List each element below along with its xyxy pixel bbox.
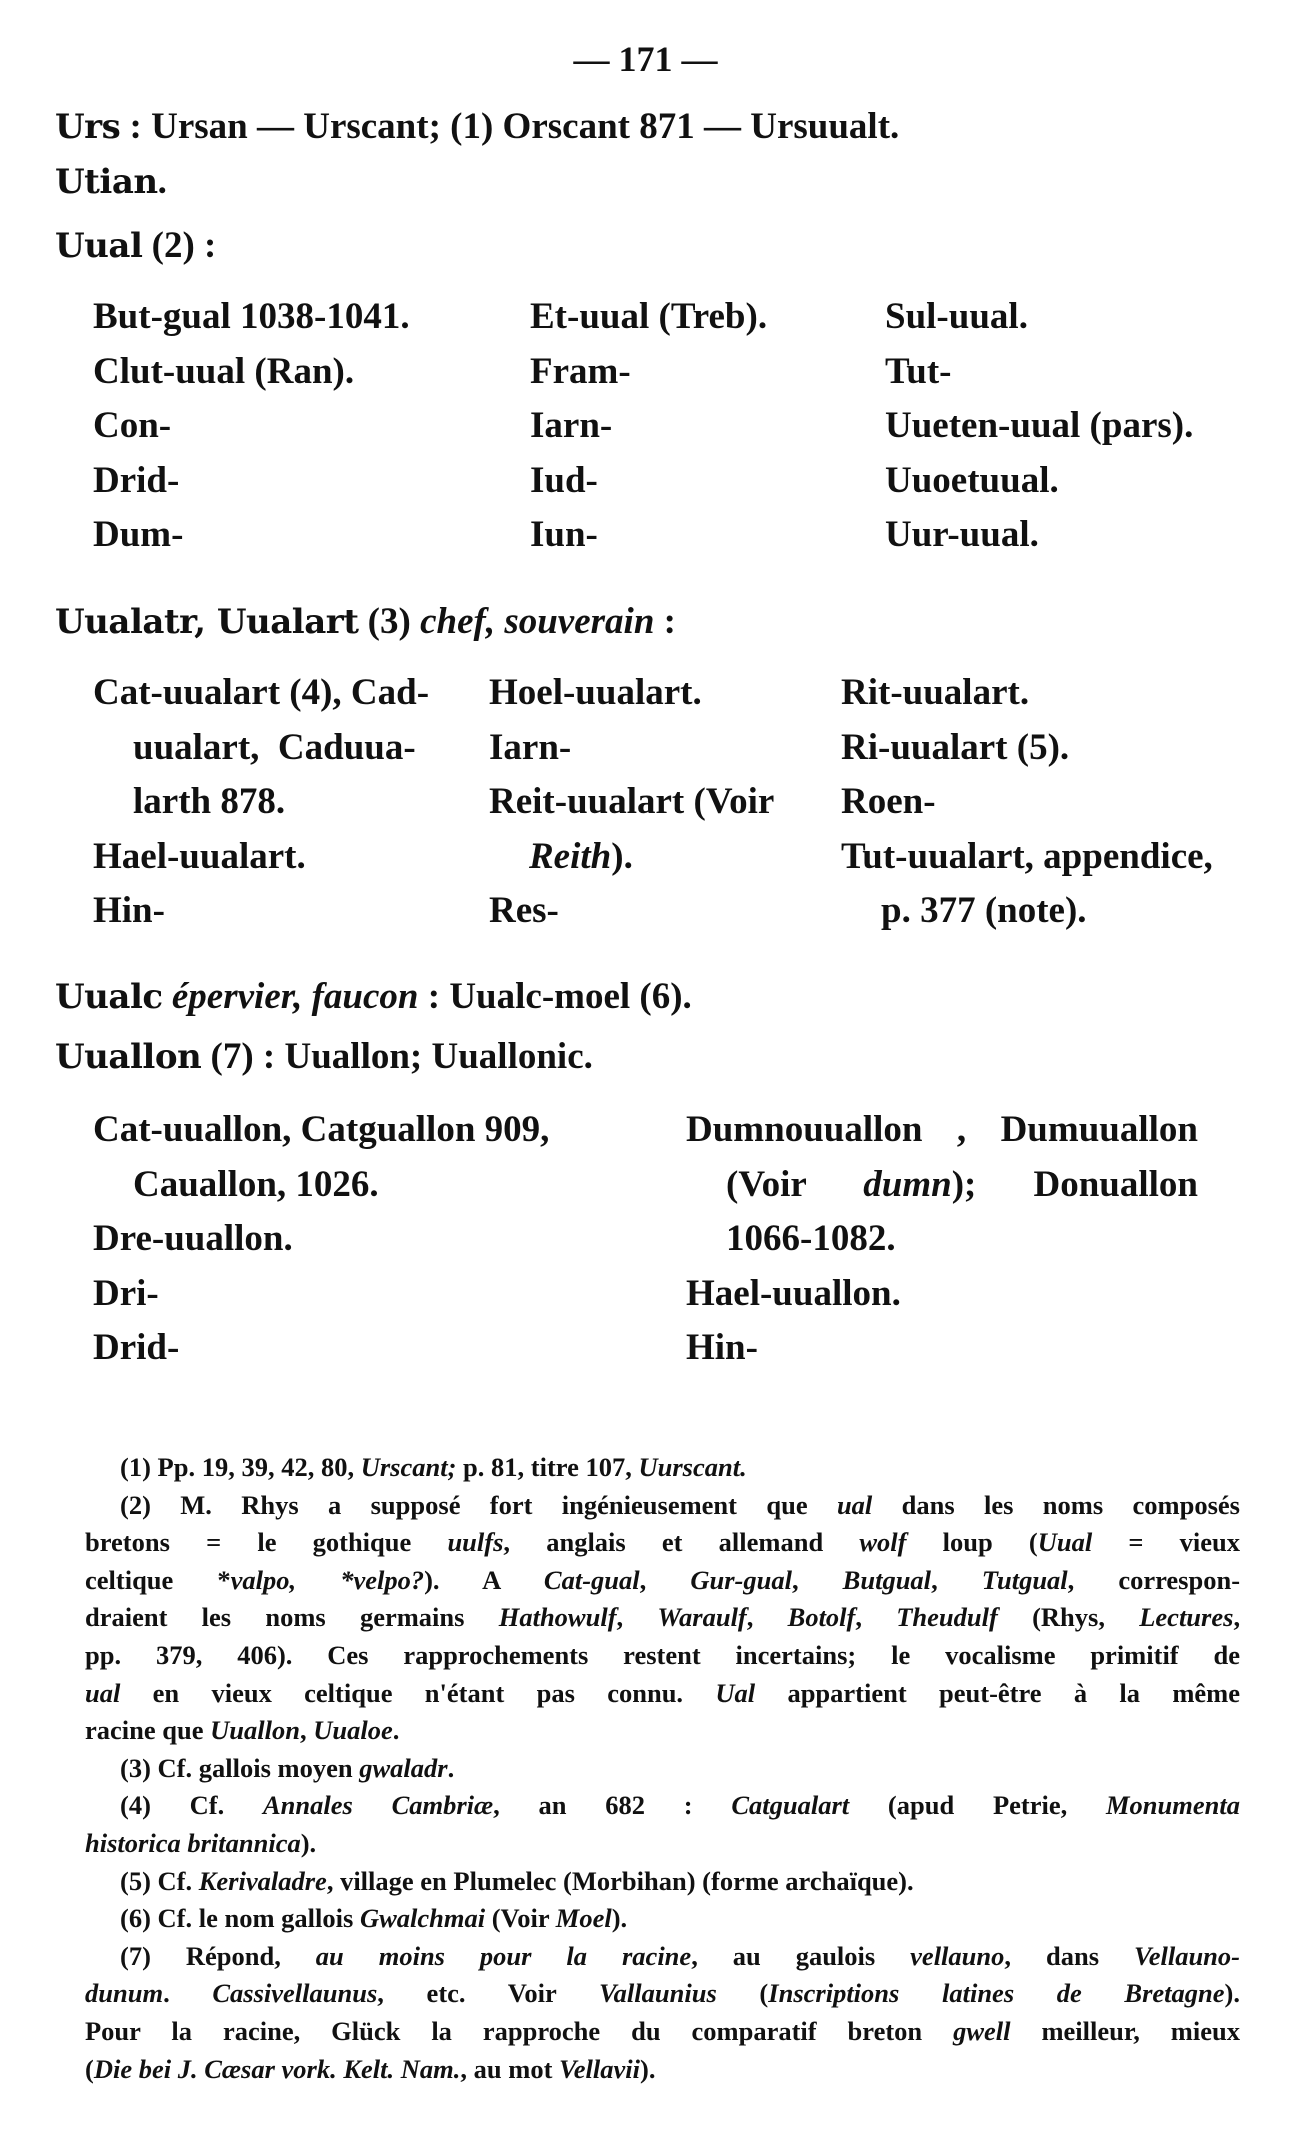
italic-text: dunum [85,1978,164,2009]
italic-text: Catgualart [731,1790,850,1821]
text-segment: (5) Cf. [120,1865,199,1896]
text-line [85,1487,1240,1525]
text-segment: Drid- [93,459,180,501]
text-line [530,508,767,563]
text-line [841,830,1213,885]
text-segment: Tut- [885,350,952,392]
text-segment: , [1233,1602,1241,1633]
italic-text: Butgual [842,1564,932,1595]
italic-text: Cassivellaunus [212,1978,378,2009]
italic-text: Theudulf [896,1602,998,1633]
text-segment: ( [716,1978,769,2009]
text-line [55,97,899,157]
text-line [489,884,774,939]
footnotes [85,1449,1240,2088]
text-line [85,2013,1240,2051]
text-segment: ( [85,2053,94,2084]
text-segment: (2) : [142,225,217,266]
text-segment: Reit-uualart (Voir [489,781,775,823]
text-segment: Uueten-uual (pars). [885,405,1194,447]
text-segment: , [746,1602,788,1633]
text-line [93,1321,549,1376]
text-segment: dans les noms composés [872,1489,1240,1520]
italic-text: Vellavii [559,2053,640,2084]
text-line [93,508,410,563]
text-segment: ). [1224,1978,1240,2009]
text-segment: : Uualc-moel (6). [418,976,692,1017]
italic-text: Tutgual [981,1564,1068,1595]
uuallon-compounds-col-2 [686,1103,1198,1376]
text-segment: (apud Petrie, [849,1790,1106,1821]
text-segment: ). [640,2053,656,2084]
text-segment: : [654,601,676,642]
text-segment: , anglais et allemand [503,1527,860,1558]
text-line [530,399,767,454]
text-line [686,1212,1198,1267]
text-segment: Hoel-uualart. [489,672,702,713]
italic-text: dumn [863,1163,952,1205]
text-segment: Rit-uualart. [841,672,1030,713]
text-line [841,775,1213,830]
text-line [489,666,774,721]
text-segment: . [157,161,167,202]
text-segment: . [447,1752,455,1783]
text-line [686,1321,1198,1376]
text-line [85,1562,1240,1600]
text-segment: , correspon- [1067,1564,1241,1595]
text-segment: . [163,1978,213,2009]
italic-text: Die bei J. Cæsar vork. Kelt. Nam. [93,2053,461,2084]
text-segment: bretons = le gothique [85,1527,448,1558]
text-segment: appartient peut-être à la même [755,1677,1240,1708]
text-line [530,290,767,345]
text-line [85,1675,1240,1713]
text-segment: 1066-1082. [726,1218,896,1260]
italic-text: Monumenta [1105,1790,1240,1821]
text-line [85,1524,1240,1562]
italic-text: Kerivaladre [198,1865,327,1896]
text-segment: (3) [358,601,421,642]
italic-text: Botolf [787,1602,856,1633]
text-segment: ); Donuallon [951,1163,1198,1205]
text-segment: Ri-uualart (5). [841,726,1070,768]
text-segment: , an 682 : [493,1790,732,1821]
italic-text: ual [836,1489,873,1520]
italic-text: Cat-gual [543,1564,640,1595]
text-line [93,399,410,454]
text-segment: But-gual 1038-1041. [93,296,410,337]
text-segment: Iarn- [489,726,572,768]
italic-text: vellauno [910,1940,1005,1971]
text-line [489,775,774,830]
text-line [686,1267,1198,1322]
text-segment: , au gaulois [691,1940,911,1971]
text-line [686,1158,1198,1213]
text-segment: ). [611,835,633,877]
italic-text: Reith [529,835,612,877]
text-line [489,830,774,885]
text-segment: : Ursan — Urscant; (1) Orscant 871 — Ursuualt. [120,106,900,147]
italic-text: Lectures [1139,1602,1234,1633]
uual-compounds-col-2 [530,290,767,563]
italic-text: Uurscant. [638,1452,747,1482]
italic-text: chef, souverain [420,601,655,642]
text-line [93,1212,549,1267]
text-line [885,399,1193,454]
italic-text: Uual [1037,1527,1093,1558]
text-segment: Iun- [530,514,598,556]
text-segment: , au mot [460,2053,560,2084]
entry-utian [55,152,167,212]
text-segment: loup ( [906,1527,1038,1558]
text-line [55,967,692,1027]
text-segment: ). A [424,1564,544,1595]
text-segment: Dumnouuallon , Dumuuallon [686,1109,1198,1150]
text-segment: Hael-uualart. [93,835,306,877]
text-segment: , [299,1715,314,1746]
text-line [55,592,676,652]
text-segment: , village en Plumelec (Morbihan) (forme archaïque). [326,1865,914,1896]
text-segment: Uur-uual. [885,514,1039,556]
italic-text: Urscant; [360,1452,457,1482]
text-segment: Pour la racine, Glück la rapproche du comparatif breton [85,2015,954,2046]
uual-compounds-col-3 [885,290,1193,563]
text-line [885,454,1193,509]
italic-text: Moel [555,1903,612,1934]
text-line [55,216,216,276]
text-line [93,884,429,939]
italic-text: uulfs [447,1527,504,1558]
text-segment: Uuoetuual. [885,459,1059,501]
text-segment: , [855,1602,897,1633]
text-segment: Fram- [530,350,631,392]
text-segment: Hin- [686,1327,758,1369]
italic-text: Vallaunius [598,1978,717,2009]
text-segment: (Rhys, [997,1602,1140,1633]
text-segment: (3) Cf. gallois moyen [120,1752,360,1783]
text-line [885,290,1193,345]
text-segment: (1) Pp. 19, 39, 42, 80, [120,1452,361,1482]
text-segment: meilleur, mieux [1010,2015,1240,2046]
text-segment: Sul-uual. [885,296,1028,337]
text-segment: draient les noms germains [85,1602,499,1633]
text-line [85,1938,1240,1976]
text-line [85,1787,1240,1825]
italic-text: wolf [859,1527,907,1558]
text-segment: uualart, Caduua- [133,726,416,768]
text-line [885,345,1193,400]
text-segment: en vieux celtique n'étant pas connu. [120,1677,716,1708]
text-segment: ). [300,1827,317,1858]
text-line [85,2051,1240,2089]
text-segment: Res- [489,890,559,932]
text-line [841,666,1213,721]
text-segment: Et-uual (Treb). [530,296,768,337]
text-line [85,1863,1240,1901]
text-line [93,666,429,721]
italic-text: épervier, faucon [171,976,419,1017]
text-line [85,1825,1240,1863]
text-segment: (2) M. Rhys a supposé fort ingénieusement que [120,1489,837,1520]
text-segment: pp. 379, 406). Ces rapprochements restent incertains; le vocalisme primitif de [85,1639,1240,1670]
text-segment: Hael-uuallon. [686,1272,901,1314]
text-segment: Drid- [93,1327,180,1369]
text-line [686,1103,1198,1158]
text-line [93,345,410,400]
uualart-compounds-col-1 [93,666,429,939]
text-segment [163,976,172,1017]
text-line [85,1712,1240,1750]
text-line [530,454,767,509]
entry-uual [55,216,216,276]
uuallon-compounds-col-1 [93,1103,549,1376]
text-segment: Iud- [530,459,598,501]
italic-text: Gur-gual [690,1564,792,1595]
text-line [93,454,410,509]
text-segment: , etc. Voir [377,1978,599,2009]
text-line [85,1900,1240,1938]
text-line [841,721,1213,776]
text-line [530,345,767,400]
headword: Uual [55,226,143,266]
text-segment: . [392,1715,400,1746]
text-segment: (Voir [485,1903,556,1934]
italic-text: Uualoe [313,1715,393,1746]
text-line [93,830,429,885]
text-line [841,884,1213,939]
text-segment: Tut-uualart, appendice, [841,835,1213,877]
text-line [885,508,1193,563]
headword: Urs [55,107,121,147]
text-segment: (7) : Uuallon; Uuallonic. [201,1036,593,1077]
text-segment: p. 81, titre 107, [456,1452,639,1482]
text-segment: Hin- [93,890,165,932]
uualart-compounds-col-3 [841,666,1213,939]
entry-uualc-uuallon [55,967,692,1087]
text-line [93,1103,549,1158]
text-line [93,721,429,776]
text-segment: , dans [1004,1940,1134,1971]
text-segment: Dum- [93,514,184,556]
text-segment: , [639,1564,691,1595]
text-segment: Dre-uuallon. [93,1218,293,1260]
italic-text: valpo, *velpo? [230,1564,425,1595]
text-segment: Cat-uuallon, Catguallon 909, [93,1109,550,1150]
headword: Uuallon [55,1037,202,1077]
italic-text: Uuallon [210,1715,300,1746]
text-segment: , [931,1564,982,1595]
italic-text: Waraulf [657,1602,747,1633]
text-line [93,1158,549,1213]
text-line [93,775,429,830]
italic-text: Annales Cambriæ [262,1790,494,1821]
italic-text: Ual [715,1677,756,1708]
italic-text: Inscriptions latines de Bretagne [768,1978,1225,2009]
uual-compounds-col-1 [93,290,410,563]
text-segment: larth 878. [133,781,286,823]
text-line [55,152,167,212]
italic-text: gwaladr [359,1752,448,1783]
text-segment: Con- [93,405,172,447]
italic-text: Vellauno- [1133,1940,1240,1971]
text-segment: (6) Cf. le nom gallois [120,1903,360,1934]
text-line [55,1027,692,1087]
text-segment: ). [611,1903,628,1934]
headword: Utian [55,162,158,202]
text-segment: Cauallon, 1026. [133,1163,379,1205]
text-line [85,1750,1240,1788]
text-line [85,1449,1240,1487]
italic-text: Gwalchmai [359,1903,486,1934]
text-segment: , [616,1602,658,1633]
text-segment: (7) Répond, [120,1940,316,1971]
italic-text: Hathowulf [498,1602,617,1633]
text-segment: Iarn- [530,405,613,447]
entry-urs [55,97,899,157]
entry-uualatr [55,592,676,652]
text-segment: (4) Cf. [120,1790,263,1821]
italic-text: gwell [953,2015,1011,2046]
text-segment: Cat-uualart (4), Cad- [93,672,430,713]
text-line [93,290,410,345]
text-line [85,1599,1240,1637]
italic-text: ual [85,1677,121,1708]
text-line [85,1637,1240,1675]
headword: Uualc [55,977,163,1017]
text-line [93,1267,549,1322]
page-number: — 171 — [573,39,718,79]
text-segment: Roen- [841,781,936,823]
text-segment: (Voir [726,1163,864,1205]
headword: Uualatr, Uualart [55,602,359,642]
text-segment: racine que [85,1715,211,1746]
text-segment: Dri- [93,1272,159,1314]
italic-text: au moins pour la racine [315,1940,692,1971]
text-line [85,1975,1240,2013]
text-segment: = vieux [1092,1527,1240,1558]
uualart-compounds-col-2 [489,666,774,939]
italic-text: historica britannica [85,1827,301,1858]
text-segment: celtique * [85,1564,231,1595]
text-line [489,721,774,776]
text-segment: , [791,1564,843,1595]
text-segment: Clut-uual (Ran). [93,350,355,392]
text-segment: p. 377 (note). [881,890,1087,932]
